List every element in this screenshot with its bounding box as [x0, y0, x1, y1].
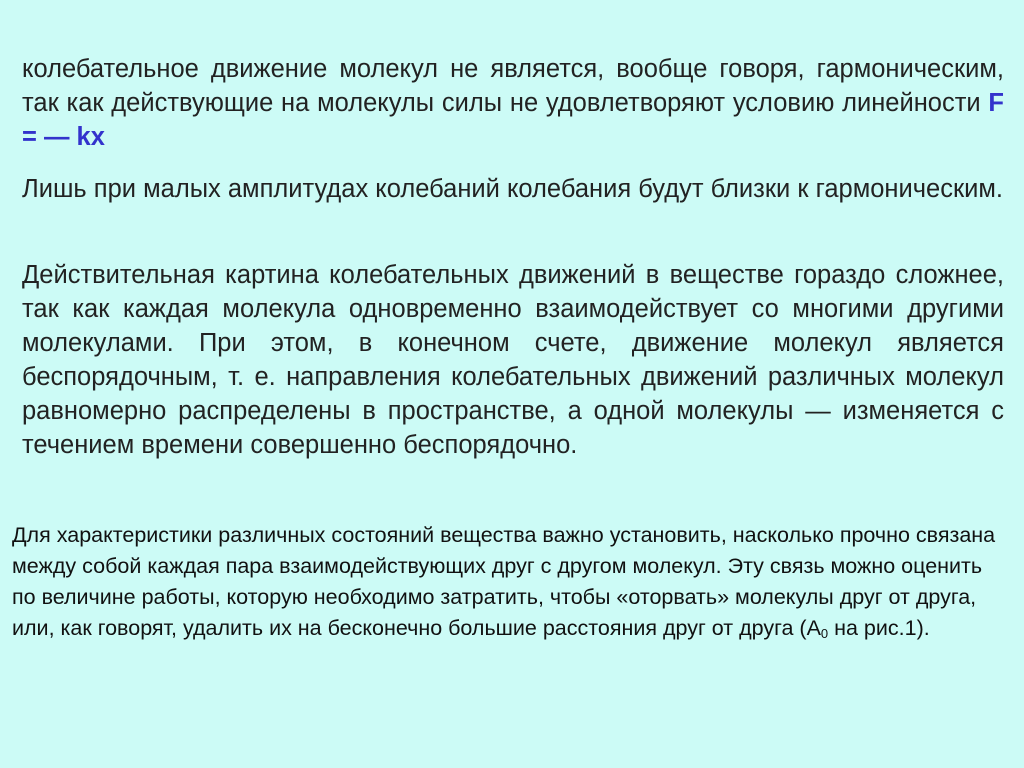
paragraph-small-amplitudes: Лишь при малых амплитудах колебаний колебания будут близки к гармоническим. [22, 175, 1003, 203]
paragraph-harmonic-motion-text: колебательное движение молекул не является, вообще говоря, гармоническим, так как действующие на молекулы силы не удовлетворяют условию линейности [22, 55, 1004, 117]
paragraph-binding-energy [12, 520, 1002, 644]
paragraph-binding-energy-suffix: на рис.1). [828, 616, 930, 640]
paragraph-real-picture: Действительная картина колебательных движений в веществе гораздо сложнее, так как каждая молекула одновременно взаимодействует со многими другими молекулами. При этом, в конечном счете, движение молекул является беспорядочным, т. е. направления колебательных движений различных молекул равномерно распределены в пространстве, а одной молекулы — изменяется с течением времени совершенно беспорядочно. [22, 261, 1004, 459]
paragraph-binding-energy-text: Для характеристики различных состояний вещества важно установить, насколько прочно связана между собой каждая пара взаимодействующих друг с другом молекул. Эту связь можно оценить по величине работы, которую необходимо затратить, чтобы «оторвать» молекулы друг от друга, или, как говорят, удалить их на бесконечно большие расстояния друг от друга (А [12, 523, 996, 640]
a0-subscript: 0 [820, 626, 829, 641]
paragraph-harmonic-motion [22, 52, 1004, 154]
linearity-formula: F = — kx [22, 89, 1004, 151]
